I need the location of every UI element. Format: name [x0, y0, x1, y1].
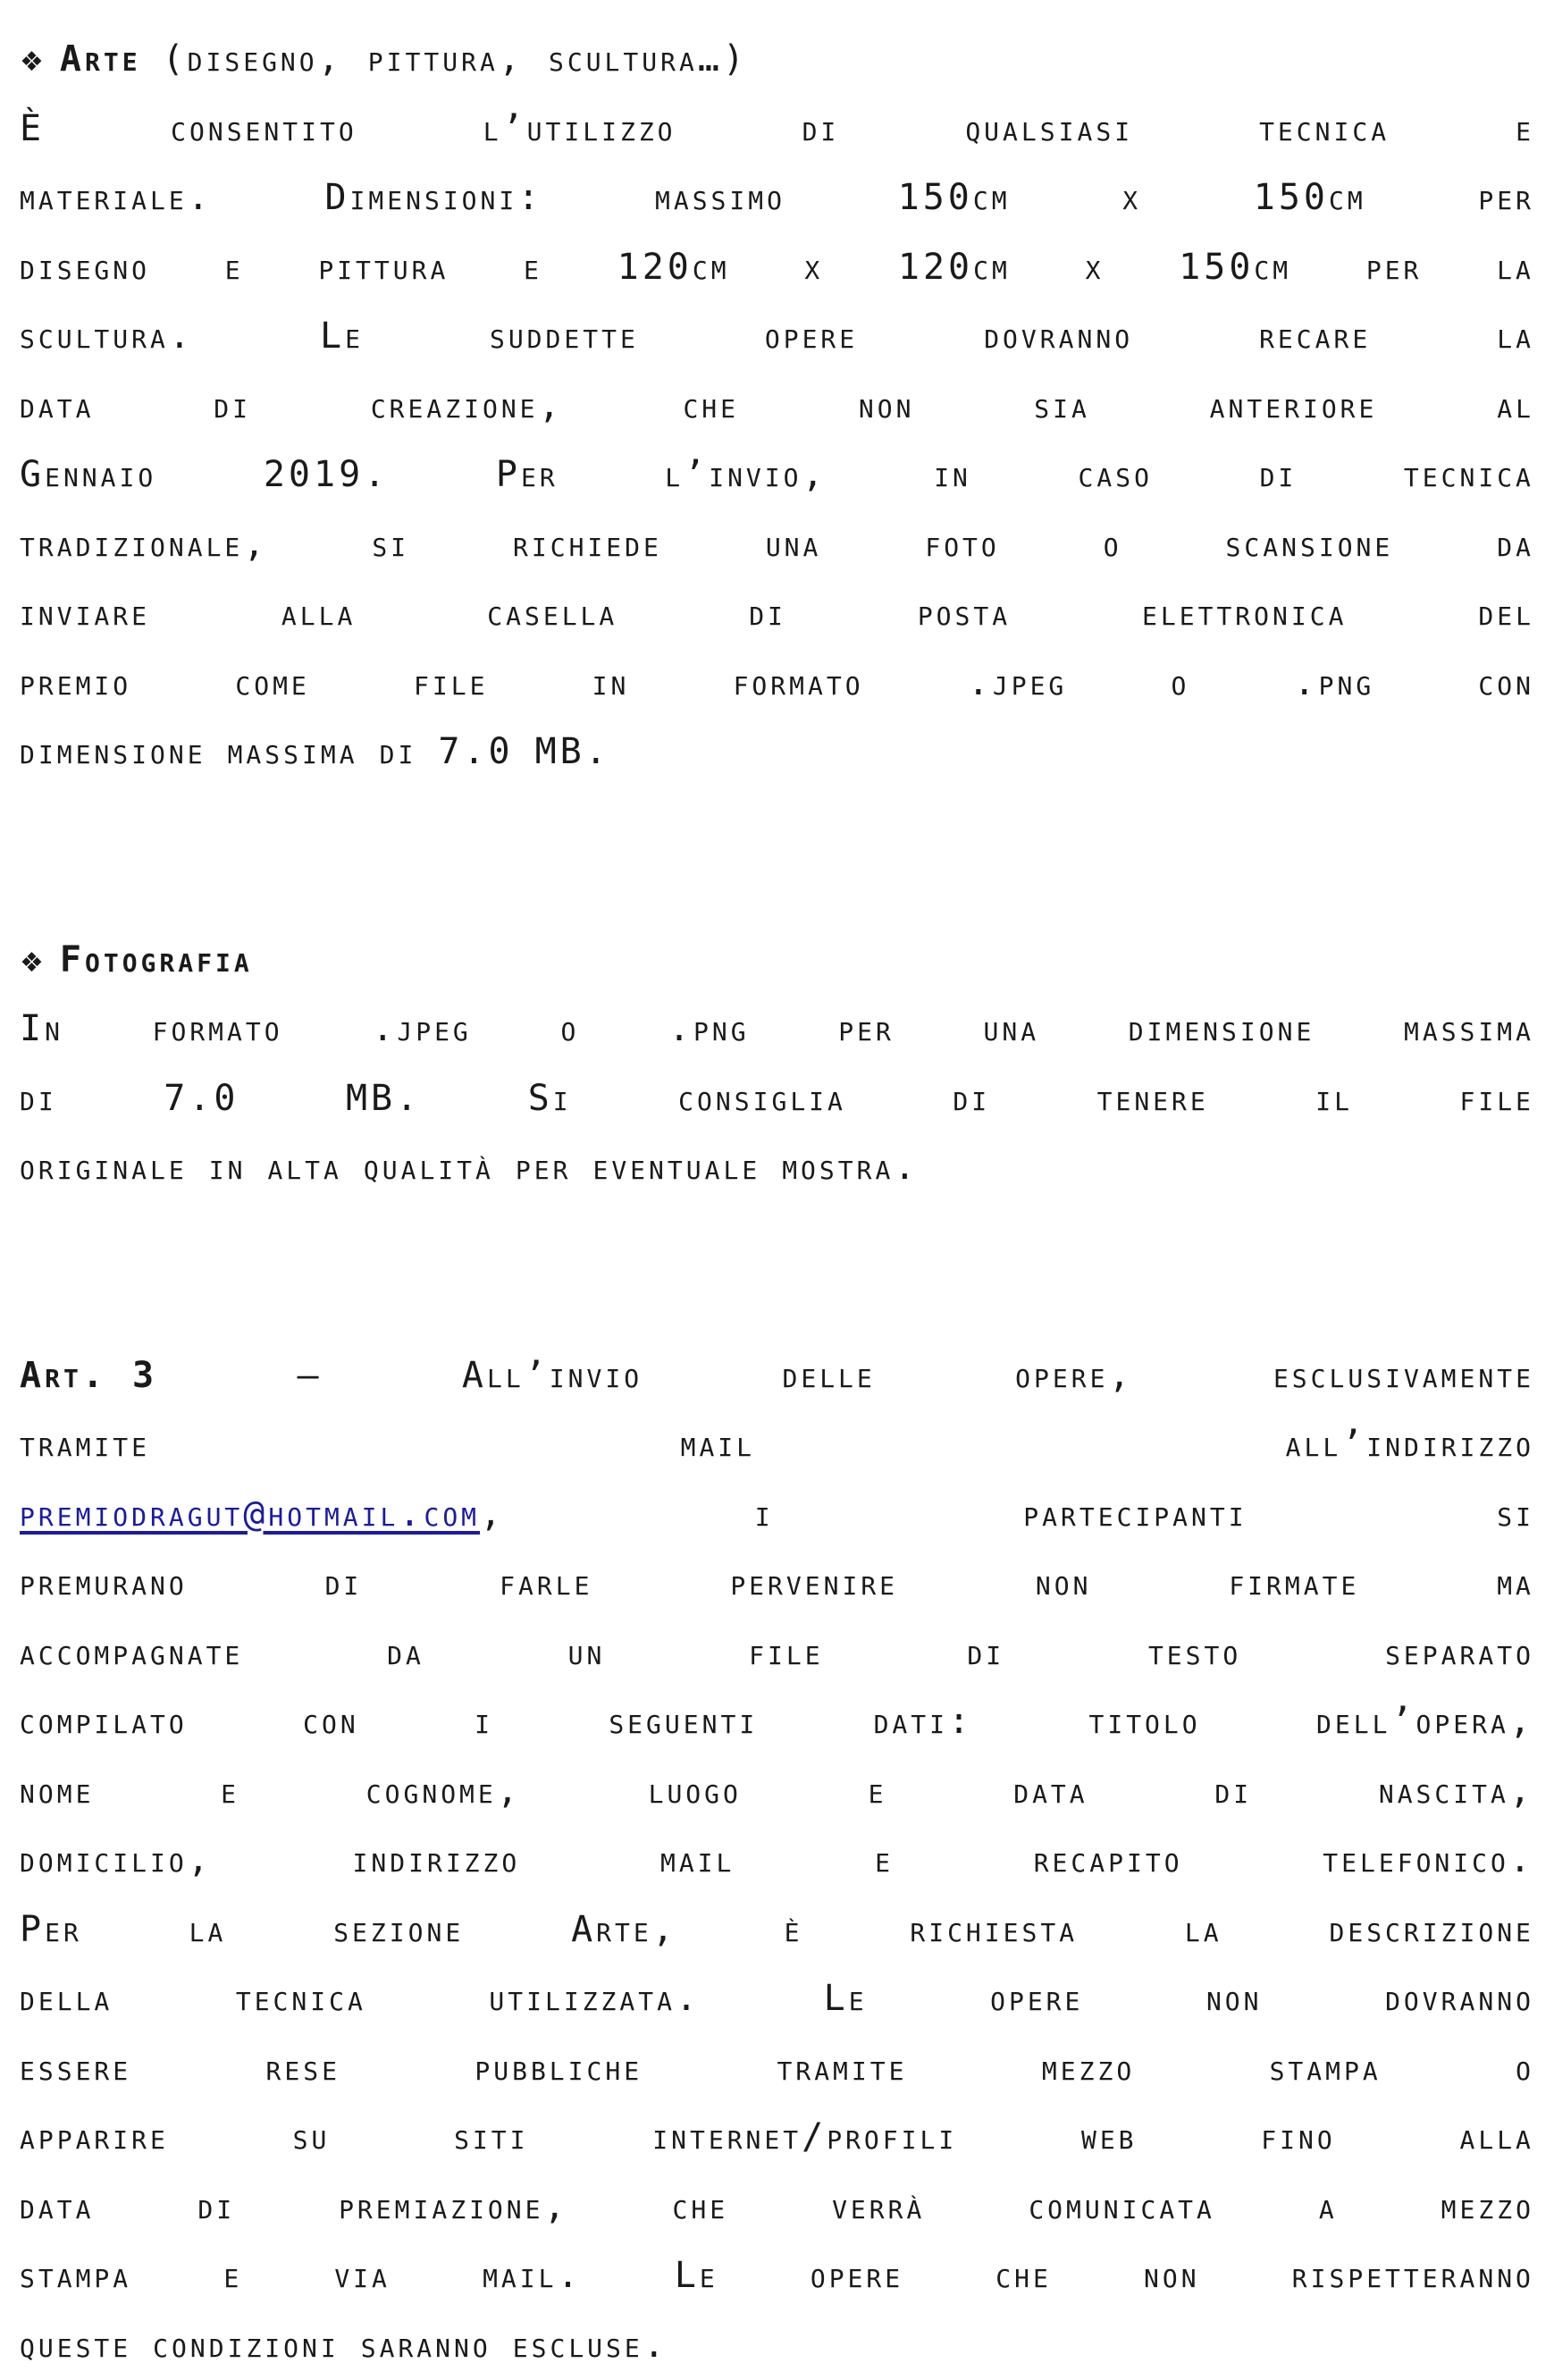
word: premio — [20, 649, 131, 719]
word: da — [387, 1619, 424, 1688]
word: testo — [1148, 1619, 1241, 1688]
text-line — [20, 1826, 1534, 1896]
word: che — [673, 2173, 729, 2242]
word: dimensione — [1129, 995, 1315, 1064]
word: queste — [20, 2311, 131, 2380]
word: mezzo — [1441, 2173, 1534, 2242]
word: la — [189, 1896, 227, 1965]
word: pervenire — [730, 1549, 898, 1619]
text-line — [20, 2103, 1534, 2173]
arte-heading-note: (disegno, pittura, scultura…) — [163, 25, 748, 95]
word: premiazione, — [339, 2173, 569, 2242]
word: fino — [1261, 2103, 1335, 2173]
word: e — [221, 1757, 239, 1827]
word: 120cm — [898, 233, 1011, 303]
spacer — [20, 787, 1534, 857]
word: compilato — [20, 1687, 188, 1757]
word: qualità — [364, 1133, 494, 1203]
word: nascita, — [1379, 1757, 1534, 1827]
word: file — [749, 1619, 823, 1688]
word: Si — [528, 1064, 572, 1134]
word: .png — [1294, 649, 1375, 719]
text-line — [20, 995, 1534, 1064]
text-line — [20, 1687, 1534, 1757]
word: richiesta — [910, 1896, 1078, 1965]
word: a — [1319, 2173, 1338, 2242]
word: descrizione — [1329, 1896, 1533, 1965]
text-line — [20, 441, 1534, 510]
word: 7.0 — [438, 718, 513, 787]
word: inviare — [20, 579, 150, 649]
word: comunicata — [1029, 2173, 1215, 2242]
word: sia — [1034, 372, 1090, 442]
word: file — [414, 649, 488, 719]
word: All’invio — [462, 1341, 643, 1411]
word: alla — [1459, 2103, 1533, 2173]
word: si — [1497, 1480, 1534, 1550]
word: con — [1478, 649, 1534, 719]
word: luogo — [649, 1757, 742, 1827]
word: di — [380, 718, 417, 787]
word: tenere — [1097, 1064, 1209, 1134]
word: opere — [765, 302, 858, 372]
word: siti — [454, 2103, 528, 2173]
word: opere — [990, 1964, 1083, 2034]
text-line — [20, 2173, 1534, 2242]
word: l’utilizzo — [483, 95, 676, 164]
text-line — [20, 1549, 1534, 1619]
word: creazione, — [371, 372, 564, 442]
word: la — [1185, 1896, 1222, 1965]
word: eventuale — [592, 1133, 760, 1203]
word: di — [1214, 1757, 1252, 1827]
word: stampa — [20, 2241, 131, 2311]
word: saranno — [361, 2311, 491, 2380]
word: tradizionale, — [20, 510, 268, 580]
word: Gennaio — [20, 441, 156, 510]
word: accompagnate — [20, 1619, 243, 1688]
word: pubbliche — [475, 2034, 643, 2104]
word: o — [1104, 510, 1122, 580]
article-3-line-3 — [20, 1480, 1534, 1550]
arte-heading — [20, 25, 1534, 95]
word: elettronica — [1142, 579, 1347, 649]
word: x — [1086, 233, 1105, 303]
word: la — [1497, 302, 1534, 372]
article-3-line-2 — [20, 1410, 1534, 1480]
word: il — [1315, 1064, 1353, 1134]
text-line — [20, 1064, 1534, 1134]
word: tecnica — [1259, 95, 1390, 164]
word: data — [1013, 1757, 1088, 1827]
word: Le — [320, 302, 364, 372]
word: partecipanti — [1023, 1480, 1247, 1550]
word: di — [749, 579, 786, 649]
word: mail — [660, 1826, 735, 1896]
spacer — [20, 1272, 1534, 1341]
word: verrà — [832, 2173, 925, 2242]
text-line — [20, 649, 1534, 719]
text-line — [20, 1619, 1534, 1688]
word: in — [209, 1133, 247, 1203]
word: e — [225, 233, 244, 303]
word: opere, — [1015, 1341, 1133, 1411]
word: 150cm — [898, 164, 1011, 233]
word: con — [303, 1687, 359, 1757]
word: per — [1366, 233, 1423, 303]
word: recare — [1259, 302, 1371, 372]
text-line — [20, 372, 1534, 442]
word: 7.0 — [164, 1064, 239, 1134]
spacer — [20, 1203, 1534, 1273]
word: In — [20, 995, 63, 1064]
word: stampa — [1270, 2034, 1382, 2104]
spacer — [20, 856, 1534, 926]
word: per — [1478, 164, 1534, 233]
word: internet/profili — [652, 2103, 957, 2173]
article-3-line-3-comma: , — [480, 1493, 505, 1535]
word: escluse. — [513, 2311, 668, 2380]
word: all’indirizzo — [1286, 1410, 1534, 1480]
word: premurano — [20, 1549, 188, 1619]
word: caso — [1079, 441, 1153, 510]
word: rese — [266, 2034, 340, 2104]
word: consiglia — [678, 1064, 846, 1134]
word: alta — [267, 1133, 341, 1203]
word: la — [1497, 233, 1534, 303]
word: non — [1206, 1964, 1263, 2034]
text-line — [20, 579, 1534, 649]
word: è — [785, 1896, 803, 1965]
word: materiale. — [20, 164, 213, 233]
email-link[interactable]: premiodragut@hotmail.com — [20, 1493, 480, 1535]
word: cognome, — [366, 1757, 522, 1827]
word: e — [869, 1757, 887, 1827]
word: formato — [153, 995, 283, 1064]
word: di — [967, 1619, 1004, 1688]
word: dimensione — [20, 718, 206, 787]
word: disegno — [20, 233, 150, 303]
word: l’invio, — [665, 441, 827, 510]
article-3-body — [20, 1549, 1534, 2380]
word: su — [293, 2103, 331, 2173]
word: e — [223, 2241, 242, 2311]
word: un — [568, 1619, 606, 1688]
word: tecnica — [236, 1964, 366, 2034]
word: formato — [734, 649, 864, 719]
word: recapito — [1034, 1826, 1183, 1896]
word: al — [1497, 372, 1534, 442]
word: mostra. — [782, 1133, 919, 1203]
word: i — [475, 1687, 493, 1757]
word: qualsiasi — [965, 95, 1133, 164]
word: e — [524, 233, 542, 303]
text-line — [20, 2311, 1534, 2380]
word: domicilio, — [20, 1826, 213, 1896]
article-3-line-1 — [20, 1341, 1534, 1411]
word: mail — [681, 1410, 755, 1480]
word: condizioni — [153, 2311, 340, 2380]
word: di — [325, 1549, 363, 1619]
word: del — [1478, 579, 1534, 649]
word: anteriore — [1210, 372, 1378, 442]
word: foto — [925, 510, 999, 580]
word: in — [934, 441, 971, 510]
word: ma — [1497, 1549, 1534, 1619]
word: 150cm — [1179, 233, 1291, 303]
word: di — [20, 1064, 57, 1134]
arte-body — [20, 95, 1534, 787]
text-line — [20, 1896, 1534, 1965]
text-line — [20, 2034, 1534, 2104]
word: delle — [782, 1341, 875, 1411]
word: non — [1036, 1549, 1092, 1619]
word: mezzo — [1042, 2034, 1135, 2104]
text-line — [20, 1133, 1534, 1203]
word: Le — [824, 1964, 868, 2034]
word: .jpeg — [372, 995, 472, 1064]
word: .jpeg — [968, 649, 1068, 719]
word: mail. — [483, 2241, 583, 2311]
word: nome — [20, 1757, 94, 1827]
word: richiede — [513, 510, 662, 580]
text-line — [20, 1757, 1534, 1827]
word: che — [995, 2241, 1052, 2311]
word: posta — [918, 579, 1011, 649]
diamond-bullet-icon: ❖ — [20, 28, 44, 97]
text-line — [20, 164, 1534, 233]
word: dovranno — [1385, 1964, 1534, 2034]
word: i — [755, 1480, 774, 1550]
text-line — [20, 302, 1534, 372]
article-3-label: Art. 3 — [20, 1341, 157, 1411]
word: separato — [1385, 1619, 1534, 1688]
word: una — [766, 510, 822, 580]
word: Per — [496, 441, 559, 510]
word: MB. — [535, 718, 610, 787]
word: da — [1497, 510, 1534, 580]
word: come — [235, 649, 309, 719]
word: pittura — [318, 233, 449, 303]
word: – — [297, 1341, 322, 1411]
word: È — [20, 95, 45, 164]
word: firmate — [1229, 1549, 1359, 1619]
arte-heading-title: Arte — [60, 25, 141, 95]
word: esclusivamente — [1273, 1341, 1534, 1411]
word: seguenti — [609, 1687, 758, 1757]
word: Per — [20, 1896, 82, 1965]
word: opere — [811, 2241, 903, 2311]
text-line — [20, 233, 1534, 303]
word: della — [20, 1964, 113, 2034]
word: di — [197, 2173, 235, 2242]
word: essere — [20, 2034, 131, 2104]
word: dovranno — [984, 302, 1133, 372]
fotografia-heading — [20, 926, 1534, 996]
word: apparire — [20, 2103, 169, 2173]
word: data — [20, 372, 94, 442]
word: via — [334, 2241, 391, 2311]
word: non — [859, 372, 915, 442]
diamond-bullet-icon: ❖ — [20, 929, 44, 998]
word: originale — [20, 1133, 188, 1203]
word: indirizzo — [353, 1826, 521, 1896]
word: per — [516, 1133, 572, 1203]
word: in — [592, 649, 630, 719]
word: o — [560, 995, 579, 1064]
word: scultura. — [20, 302, 194, 372]
word: massimo — [655, 164, 785, 233]
word: per — [838, 995, 895, 1064]
text-line — [20, 1964, 1534, 2034]
word: di — [953, 1064, 990, 1134]
word: tramite — [20, 1410, 150, 1480]
word: tecnica — [1404, 441, 1534, 510]
word: utilizzata. — [489, 1964, 701, 2034]
word: MB. — [346, 1064, 421, 1134]
word: o — [1172, 649, 1190, 719]
word: Le — [675, 2241, 718, 2311]
word: una — [984, 995, 1040, 1064]
word: e — [1516, 95, 1534, 164]
word: 2019. — [264, 441, 389, 510]
word: farle — [500, 1549, 592, 1619]
text-line — [20, 95, 1534, 164]
word: .png — [668, 995, 750, 1064]
word: sezione — [333, 1896, 464, 1965]
word: Dimensioni: — [324, 164, 542, 233]
word: titolo — [1088, 1687, 1200, 1757]
word: di — [802, 95, 840, 164]
word: x — [1122, 164, 1141, 233]
word: dati: — [874, 1687, 974, 1757]
word: non — [1144, 2241, 1200, 2311]
word: file — [1459, 1064, 1533, 1134]
word: Arte, — [571, 1896, 677, 1965]
word: massima — [1404, 995, 1534, 1064]
word: rispetteranno — [1292, 2241, 1534, 2311]
word: suddette — [490, 302, 639, 372]
word: 120cm — [617, 233, 730, 303]
text-line — [20, 2241, 1534, 2311]
word: alla — [281, 579, 356, 649]
word: data — [20, 2173, 94, 2242]
word: telefonico. — [1323, 1826, 1534, 1896]
word: web — [1081, 2103, 1138, 2173]
fotografia-heading-title: Fotografia — [60, 926, 253, 996]
word: di — [214, 372, 251, 442]
word: tramite — [777, 2034, 907, 2104]
word: scansione — [1226, 510, 1394, 580]
word: casella — [487, 579, 617, 649]
word: e — [875, 1826, 894, 1896]
word: consentito — [171, 95, 357, 164]
word: dell’opera, — [1316, 1687, 1534, 1757]
text-line — [20, 718, 1534, 787]
fotografia-body — [20, 995, 1534, 1203]
text-line — [20, 510, 1534, 580]
word: che — [683, 372, 739, 442]
word: x — [804, 233, 823, 303]
word: 150cm — [1254, 164, 1366, 233]
word: si — [372, 510, 409, 580]
word: di — [1260, 441, 1298, 510]
word: massima — [228, 718, 358, 787]
word: o — [1516, 2034, 1534, 2104]
